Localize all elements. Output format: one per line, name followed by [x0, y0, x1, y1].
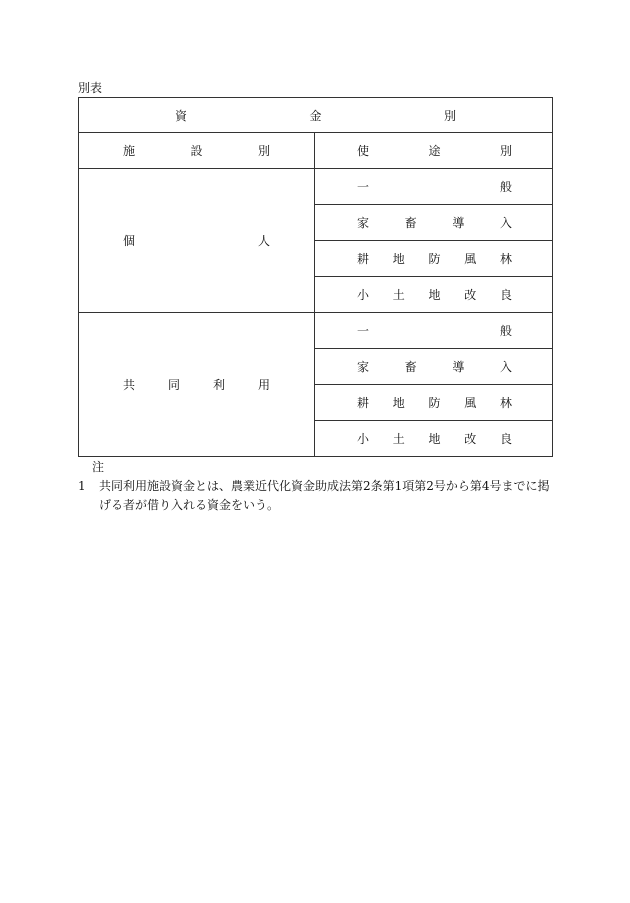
- facility-char: 個: [123, 234, 136, 248]
- header-row-fund: [79, 98, 553, 133]
- header-char: 別: [257, 144, 270, 158]
- use-char: 一: [357, 180, 370, 194]
- use-cell: [315, 205, 553, 241]
- use-char: 導: [452, 216, 465, 230]
- use-char: 土: [392, 432, 405, 446]
- use-char: 地: [428, 288, 441, 302]
- header-char: 途: [428, 144, 441, 158]
- notes: [78, 458, 558, 515]
- header-facility-type: [79, 133, 315, 169]
- use-char: 入: [499, 216, 512, 230]
- use-char: 導: [452, 360, 465, 374]
- facility-cell-individual: [79, 169, 315, 313]
- table-row: [79, 169, 553, 205]
- use-char: 土: [392, 288, 405, 302]
- header-char: 別: [499, 144, 512, 158]
- header-char: 別: [443, 108, 456, 123]
- use-char: 耕: [357, 252, 370, 266]
- header-row-sub: [79, 133, 553, 169]
- use-cell: [315, 313, 553, 349]
- facility-char: 人: [257, 234, 270, 248]
- notes-heading: 注: [92, 460, 105, 474]
- use-char: 地: [392, 252, 405, 266]
- use-cell: [315, 385, 553, 421]
- facility-char: 共: [123, 378, 136, 392]
- header-char: 設: [190, 144, 203, 158]
- use-char: 防: [428, 396, 441, 410]
- use-char: 防: [428, 252, 441, 266]
- use-char: 小: [357, 288, 370, 302]
- table-row: [79, 313, 553, 349]
- header-char: 資: [175, 108, 188, 123]
- use-cell: [315, 241, 553, 277]
- use-char: 改: [464, 288, 477, 302]
- use-char: 家: [357, 360, 370, 374]
- note-text-line1: 共同利用施設資金とは、農業近代化資金助成法第2条第1項第2号から第4号までに掲: [99, 479, 550, 493]
- use-char: 般: [499, 324, 512, 338]
- use-char: 入: [499, 360, 512, 374]
- use-cell: [315, 277, 553, 313]
- use-char: 風: [464, 396, 477, 410]
- header-char: 施: [123, 144, 136, 158]
- use-char: 耕: [357, 396, 370, 410]
- note-item: [78, 477, 558, 496]
- note-number: 1: [78, 479, 86, 493]
- use-char: 一: [357, 324, 370, 338]
- use-char: 般: [499, 180, 512, 194]
- use-char: 風: [464, 252, 477, 266]
- use-char: 林: [499, 252, 512, 266]
- header-use-type: [315, 133, 553, 169]
- header-char: 使: [357, 144, 370, 158]
- note-text-line2: げる者が借り入れる資金をいう。: [99, 498, 280, 512]
- use-char: 地: [428, 432, 441, 446]
- use-char: 地: [392, 396, 405, 410]
- use-char: 畜: [404, 216, 417, 230]
- facility-char: 利: [212, 378, 225, 392]
- use-char: 家: [357, 216, 370, 230]
- use-cell: [315, 349, 553, 385]
- use-char: 良: [499, 432, 512, 446]
- table-caption: 別表: [78, 81, 103, 95]
- use-char: 畜: [404, 360, 417, 374]
- facility-char: 用: [257, 378, 270, 392]
- header-char: 金: [309, 108, 322, 123]
- use-cell: [315, 421, 553, 457]
- fund-table: [78, 97, 553, 457]
- facility-char: 同: [167, 378, 180, 392]
- use-char: 小: [357, 432, 370, 446]
- use-cell: [315, 169, 553, 205]
- use-char: 改: [464, 432, 477, 446]
- header-fund-type: [79, 98, 553, 133]
- use-char: 良: [499, 288, 512, 302]
- use-char: 林: [499, 396, 512, 410]
- facility-cell-shared: [79, 313, 315, 457]
